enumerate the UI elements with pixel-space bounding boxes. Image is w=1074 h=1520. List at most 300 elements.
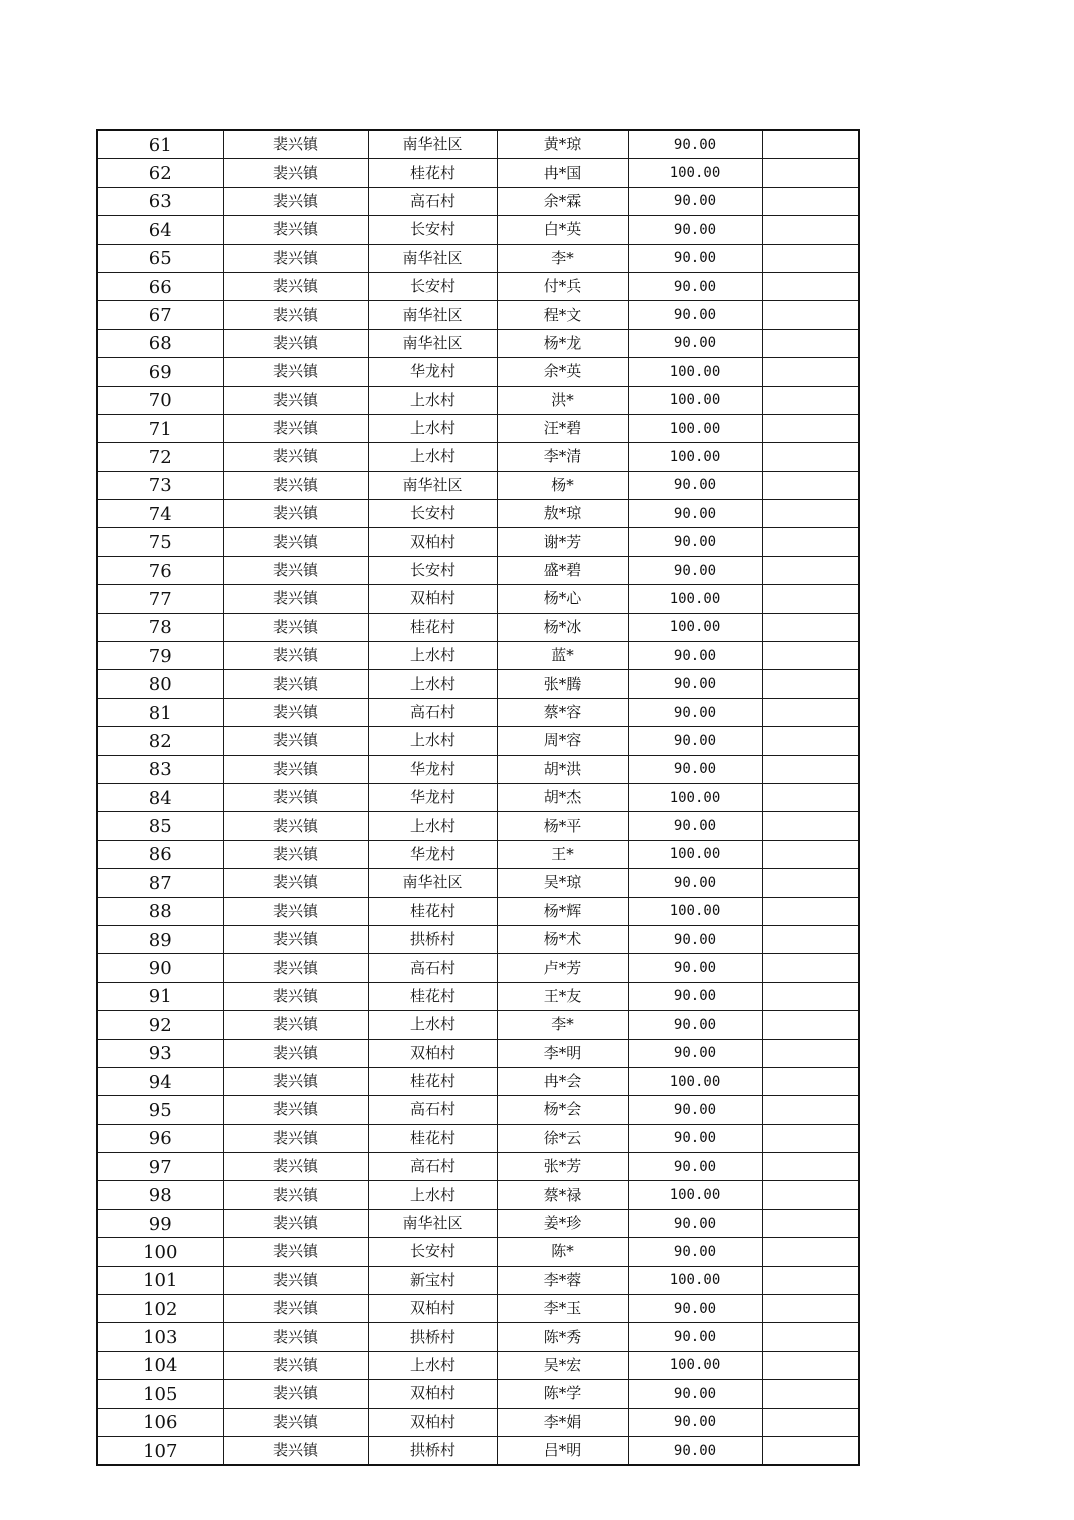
town-cell: 裴兴镇: [223, 670, 368, 698]
table-row: [97, 1096, 859, 1124]
town-cell: 裴兴镇: [223, 783, 368, 811]
table-row: [97, 1380, 859, 1408]
town-cell: 裴兴镇: [223, 1039, 368, 1067]
town-cell: 裴兴镇: [223, 925, 368, 953]
remark-cell: [762, 1408, 859, 1436]
row-number-cell: 96: [97, 1124, 223, 1152]
remark-cell: [762, 528, 859, 556]
row-number-cell: 62: [97, 159, 223, 187]
amount-cell: 90.00: [628, 1209, 762, 1237]
amount-cell: 90.00: [628, 869, 762, 897]
amount-cell: 90.00: [628, 1039, 762, 1067]
village-cell: 南华社区: [368, 869, 497, 897]
amount-cell: 100.00: [628, 1351, 762, 1379]
table-row: [97, 925, 859, 953]
amount-cell: 90.00: [628, 272, 762, 300]
village-cell: 桂花村: [368, 613, 497, 641]
village-cell: 上水村: [368, 812, 497, 840]
person-name-cell: 周*容: [497, 727, 628, 755]
row-number-cell: 83: [97, 755, 223, 783]
town-cell: 裴兴镇: [223, 585, 368, 613]
row-number-cell: 81: [97, 698, 223, 726]
village-cell: 南华社区: [368, 244, 497, 272]
person-name-cell: 敖*琼: [497, 500, 628, 528]
town-cell: 裴兴镇: [223, 556, 368, 584]
person-name-cell: 徐*云: [497, 1124, 628, 1152]
town-cell: 裴兴镇: [223, 528, 368, 556]
remark-cell: [762, 869, 859, 897]
village-cell: 南华社区: [368, 329, 497, 357]
person-name-cell: 蓝*: [497, 642, 628, 670]
remark-cell: [762, 1323, 859, 1351]
person-name-cell: 蔡*容: [497, 698, 628, 726]
table-row: [97, 1209, 859, 1237]
remark-cell: [762, 556, 859, 584]
table-row: [97, 982, 859, 1010]
amount-cell: 100.00: [628, 585, 762, 613]
village-cell: 上水村: [368, 727, 497, 755]
table-row: [97, 1238, 859, 1266]
row-number-cell: 107: [97, 1436, 223, 1465]
village-cell: 桂花村: [368, 1124, 497, 1152]
table-row: [97, 1266, 859, 1294]
town-cell: 裴兴镇: [223, 187, 368, 215]
amount-cell: 90.00: [628, 642, 762, 670]
town-cell: 裴兴镇: [223, 954, 368, 982]
remark-cell: [762, 1351, 859, 1379]
person-name-cell: 汪*碧: [497, 414, 628, 442]
town-cell: 裴兴镇: [223, 1067, 368, 1095]
person-name-cell: 李*明: [497, 1039, 628, 1067]
amount-cell: 90.00: [628, 1295, 762, 1323]
village-cell: 华龙村: [368, 840, 497, 868]
amount-cell: 90.00: [628, 982, 762, 1010]
village-cell: 双柏村: [368, 528, 497, 556]
remark-cell: [762, 1380, 859, 1408]
table-row: [97, 556, 859, 584]
table-row: [97, 1124, 859, 1152]
amount-cell: 100.00: [628, 386, 762, 414]
remark-cell: [762, 727, 859, 755]
town-cell: 裴兴镇: [223, 1124, 368, 1152]
row-number-cell: 68: [97, 329, 223, 357]
row-number-cell: 67: [97, 301, 223, 329]
table-row: [97, 954, 859, 982]
table-row: [97, 358, 859, 386]
town-cell: 裴兴镇: [223, 414, 368, 442]
remark-cell: [762, 216, 859, 244]
remark-cell: [762, 897, 859, 925]
row-number-cell: 94: [97, 1067, 223, 1095]
remark-cell: [762, 1295, 859, 1323]
table-row: [97, 840, 859, 868]
person-name-cell: 余*英: [497, 358, 628, 386]
row-number-cell: 85: [97, 812, 223, 840]
row-number-cell: 99: [97, 1209, 223, 1237]
village-cell: 拱桥村: [368, 1436, 497, 1465]
village-cell: 上水村: [368, 414, 497, 442]
row-number-cell: 92: [97, 1011, 223, 1039]
village-cell: 长安村: [368, 216, 497, 244]
row-number-cell: 72: [97, 443, 223, 471]
town-cell: 裴兴镇: [223, 642, 368, 670]
remark-cell: [762, 840, 859, 868]
town-cell: 裴兴镇: [223, 443, 368, 471]
table-body: [97, 130, 859, 1465]
table-row: [97, 386, 859, 414]
person-name-cell: 胡*杰: [497, 783, 628, 811]
remark-cell: [762, 585, 859, 613]
table-row: [97, 130, 859, 159]
row-number-cell: 103: [97, 1323, 223, 1351]
village-cell: 桂花村: [368, 159, 497, 187]
person-name-cell: 杨*平: [497, 812, 628, 840]
table-row: [97, 1011, 859, 1039]
village-cell: 高石村: [368, 1153, 497, 1181]
table-row: [97, 1153, 859, 1181]
person-name-cell: 姜*珍: [497, 1209, 628, 1237]
person-name-cell: 李*: [497, 244, 628, 272]
town-cell: 裴兴镇: [223, 1266, 368, 1294]
village-cell: 双柏村: [368, 585, 497, 613]
town-cell: 裴兴镇: [223, 301, 368, 329]
amount-cell: 90.00: [628, 1096, 762, 1124]
row-number-cell: 78: [97, 613, 223, 641]
person-name-cell: 胡*洪: [497, 755, 628, 783]
remark-cell: [762, 1153, 859, 1181]
row-number-cell: 100: [97, 1238, 223, 1266]
town-cell: 裴兴镇: [223, 982, 368, 1010]
amount-cell: 100.00: [628, 1067, 762, 1095]
village-cell: 南华社区: [368, 130, 497, 159]
table-row: [97, 1408, 859, 1436]
village-cell: 上水村: [368, 1351, 497, 1379]
table-row: [97, 642, 859, 670]
town-cell: 裴兴镇: [223, 1351, 368, 1379]
village-cell: 桂花村: [368, 897, 497, 925]
person-name-cell: 吴*宏: [497, 1351, 628, 1379]
person-name-cell: 白*英: [497, 216, 628, 244]
remark-cell: [762, 1124, 859, 1152]
person-name-cell: 陈*秀: [497, 1323, 628, 1351]
person-name-cell: 杨*心: [497, 585, 628, 613]
town-cell: 裴兴镇: [223, 1096, 368, 1124]
row-number-cell: 91: [97, 982, 223, 1010]
person-name-cell: 谢*芳: [497, 528, 628, 556]
remark-cell: [762, 159, 859, 187]
table-row: [97, 585, 859, 613]
remark-cell: [762, 471, 859, 499]
remark-cell: [762, 783, 859, 811]
village-cell: 拱桥村: [368, 1323, 497, 1351]
village-cell: 长安村: [368, 272, 497, 300]
row-number-cell: 76: [97, 556, 223, 584]
amount-cell: 90.00: [628, 244, 762, 272]
town-cell: 裴兴镇: [223, 840, 368, 868]
town-cell: 裴兴镇: [223, 1408, 368, 1436]
village-cell: 华龙村: [368, 358, 497, 386]
table-row: [97, 1067, 859, 1095]
village-cell: 上水村: [368, 443, 497, 471]
table-row: [97, 187, 859, 215]
village-cell: 华龙村: [368, 755, 497, 783]
person-name-cell: 盛*碧: [497, 556, 628, 584]
village-cell: 高石村: [368, 187, 497, 215]
remark-cell: [762, 925, 859, 953]
remark-cell: [762, 187, 859, 215]
village-cell: 拱桥村: [368, 925, 497, 953]
village-cell: 长安村: [368, 500, 497, 528]
village-cell: 桂花村: [368, 982, 497, 1010]
amount-cell: 90.00: [628, 329, 762, 357]
town-cell: 裴兴镇: [223, 755, 368, 783]
row-number-cell: 80: [97, 670, 223, 698]
person-name-cell: 李*: [497, 1011, 628, 1039]
row-number-cell: 87: [97, 869, 223, 897]
person-name-cell: 陈*学: [497, 1380, 628, 1408]
remark-cell: [762, 1436, 859, 1465]
remark-cell: [762, 982, 859, 1010]
table-row: [97, 216, 859, 244]
table-row: [97, 1039, 859, 1067]
person-name-cell: 余*霖: [497, 187, 628, 215]
table-row: [97, 329, 859, 357]
remark-cell: [762, 386, 859, 414]
person-name-cell: 李*清: [497, 443, 628, 471]
person-name-cell: 卢*芳: [497, 954, 628, 982]
remark-cell: [762, 1266, 859, 1294]
row-number-cell: 95: [97, 1096, 223, 1124]
village-cell: 双柏村: [368, 1295, 497, 1323]
remark-cell: [762, 329, 859, 357]
town-cell: 裴兴镇: [223, 698, 368, 726]
person-name-cell: 杨*冰: [497, 613, 628, 641]
town-cell: 裴兴镇: [223, 159, 368, 187]
amount-cell: 90.00: [628, 500, 762, 528]
person-name-cell: 杨*术: [497, 925, 628, 953]
person-name-cell: 王*: [497, 840, 628, 868]
amount-cell: 90.00: [628, 216, 762, 244]
village-cell: 高石村: [368, 1096, 497, 1124]
table-row: [97, 1295, 859, 1323]
amount-cell: 90.00: [628, 556, 762, 584]
town-cell: 裴兴镇: [223, 1209, 368, 1237]
row-number-cell: 74: [97, 500, 223, 528]
person-name-cell: 程*文: [497, 301, 628, 329]
amount-cell: 100.00: [628, 1181, 762, 1209]
amount-cell: 90.00: [628, 1011, 762, 1039]
town-cell: 裴兴镇: [223, 471, 368, 499]
person-name-cell: 杨*: [497, 471, 628, 499]
row-number-cell: 90: [97, 954, 223, 982]
remark-cell: [762, 358, 859, 386]
town-cell: 裴兴镇: [223, 1238, 368, 1266]
row-number-cell: 93: [97, 1039, 223, 1067]
town-cell: 裴兴镇: [223, 500, 368, 528]
person-name-cell: 洪*: [497, 386, 628, 414]
amount-cell: 90.00: [628, 471, 762, 499]
person-name-cell: 杨*龙: [497, 329, 628, 357]
amount-cell: 90.00: [628, 528, 762, 556]
village-cell: 上水村: [368, 642, 497, 670]
remark-cell: [762, 812, 859, 840]
table-row: [97, 613, 859, 641]
recipient-table: [96, 129, 860, 1466]
row-number-cell: 97: [97, 1153, 223, 1181]
amount-cell: 90.00: [628, 670, 762, 698]
person-name-cell: 黄*琼: [497, 130, 628, 159]
person-name-cell: 吴*琼: [497, 869, 628, 897]
row-number-cell: 64: [97, 216, 223, 244]
row-number-cell: 88: [97, 897, 223, 925]
amount-cell: 90.00: [628, 925, 762, 953]
amount-cell: 100.00: [628, 783, 762, 811]
person-name-cell: 王*友: [497, 982, 628, 1010]
table-row: [97, 698, 859, 726]
table-row: [97, 159, 859, 187]
village-cell: 桂花村: [368, 1067, 497, 1095]
remark-cell: [762, 1039, 859, 1067]
remark-cell: [762, 414, 859, 442]
person-name-cell: 吕*明: [497, 1436, 628, 1465]
table-row: [97, 471, 859, 499]
town-cell: 裴兴镇: [223, 613, 368, 641]
village-cell: 长安村: [368, 556, 497, 584]
remark-cell: [762, 1181, 859, 1209]
remark-cell: [762, 755, 859, 783]
person-name-cell: 李*蓉: [497, 1266, 628, 1294]
row-number-cell: 70: [97, 386, 223, 414]
person-name-cell: 冉*国: [497, 159, 628, 187]
remark-cell: [762, 272, 859, 300]
remark-cell: [762, 1067, 859, 1095]
remark-cell: [762, 130, 859, 159]
table-row: [97, 1351, 859, 1379]
amount-cell: 90.00: [628, 130, 762, 159]
table-row: [97, 272, 859, 300]
village-cell: 高石村: [368, 698, 497, 726]
person-name-cell: 张*芳: [497, 1153, 628, 1181]
village-cell: 上水村: [368, 670, 497, 698]
village-cell: 长安村: [368, 1238, 497, 1266]
table-row: [97, 670, 859, 698]
person-name-cell: 杨*会: [497, 1096, 628, 1124]
row-number-cell: 73: [97, 471, 223, 499]
amount-cell: 100.00: [628, 840, 762, 868]
table-row: [97, 414, 859, 442]
row-number-cell: 98: [97, 1181, 223, 1209]
person-name-cell: 李*玉: [497, 1295, 628, 1323]
town-cell: 裴兴镇: [223, 358, 368, 386]
amount-cell: 100.00: [628, 897, 762, 925]
row-number-cell: 66: [97, 272, 223, 300]
amount-cell: 90.00: [628, 1153, 762, 1181]
remark-cell: [762, 642, 859, 670]
row-number-cell: 65: [97, 244, 223, 272]
town-cell: 裴兴镇: [223, 1181, 368, 1209]
remark-cell: [762, 500, 859, 528]
table-row: [97, 783, 859, 811]
person-name-cell: 李*娟: [497, 1408, 628, 1436]
table-row: [97, 1323, 859, 1351]
row-number-cell: 102: [97, 1295, 223, 1323]
row-number-cell: 89: [97, 925, 223, 953]
row-number-cell: 75: [97, 528, 223, 556]
town-cell: 裴兴镇: [223, 1436, 368, 1465]
town-cell: 裴兴镇: [223, 1295, 368, 1323]
remark-cell: [762, 954, 859, 982]
village-cell: 南华社区: [368, 471, 497, 499]
amount-cell: 90.00: [628, 1238, 762, 1266]
row-number-cell: 105: [97, 1380, 223, 1408]
table-row: [97, 1181, 859, 1209]
town-cell: 裴兴镇: [223, 244, 368, 272]
amount-cell: 100.00: [628, 159, 762, 187]
amount-cell: 90.00: [628, 1323, 762, 1351]
amount-cell: 90.00: [628, 954, 762, 982]
village-cell: 南华社区: [368, 301, 497, 329]
amount-cell: 90.00: [628, 187, 762, 215]
row-number-cell: 77: [97, 585, 223, 613]
table-row: [97, 1436, 859, 1465]
row-number-cell: 101: [97, 1266, 223, 1294]
town-cell: 裴兴镇: [223, 897, 368, 925]
town-cell: 裴兴镇: [223, 1380, 368, 1408]
person-name-cell: 付*兵: [497, 272, 628, 300]
person-name-cell: 冉*会: [497, 1067, 628, 1095]
village-cell: 上水村: [368, 1011, 497, 1039]
amount-cell: 90.00: [628, 301, 762, 329]
table-row: [97, 500, 859, 528]
town-cell: 裴兴镇: [223, 812, 368, 840]
row-number-cell: 84: [97, 783, 223, 811]
amount-cell: 100.00: [628, 414, 762, 442]
town-cell: 裴兴镇: [223, 130, 368, 159]
person-name-cell: 陈*: [497, 1238, 628, 1266]
table-row: [97, 528, 859, 556]
table-row: [97, 244, 859, 272]
table-row: [97, 443, 859, 471]
town-cell: 裴兴镇: [223, 386, 368, 414]
remark-cell: [762, 670, 859, 698]
amount-cell: 100.00: [628, 443, 762, 471]
row-number-cell: 71: [97, 414, 223, 442]
amount-cell: 90.00: [628, 727, 762, 755]
remark-cell: [762, 244, 859, 272]
town-cell: 裴兴镇: [223, 329, 368, 357]
table-row: [97, 727, 859, 755]
village-cell: 高石村: [368, 954, 497, 982]
village-cell: 双柏村: [368, 1408, 497, 1436]
row-number-cell: 61: [97, 130, 223, 159]
person-name-cell: 张*腾: [497, 670, 628, 698]
amount-cell: 100.00: [628, 613, 762, 641]
remark-cell: [762, 613, 859, 641]
village-cell: 新宝村: [368, 1266, 497, 1294]
row-number-cell: 104: [97, 1351, 223, 1379]
amount-cell: 90.00: [628, 755, 762, 783]
remark-cell: [762, 301, 859, 329]
row-number-cell: 63: [97, 187, 223, 215]
amount-cell: 90.00: [628, 1380, 762, 1408]
town-cell: 裴兴镇: [223, 1323, 368, 1351]
village-cell: 华龙村: [368, 783, 497, 811]
row-number-cell: 106: [97, 1408, 223, 1436]
amount-cell: 90.00: [628, 1436, 762, 1465]
table-row: [97, 301, 859, 329]
remark-cell: [762, 698, 859, 726]
village-cell: 上水村: [368, 1181, 497, 1209]
